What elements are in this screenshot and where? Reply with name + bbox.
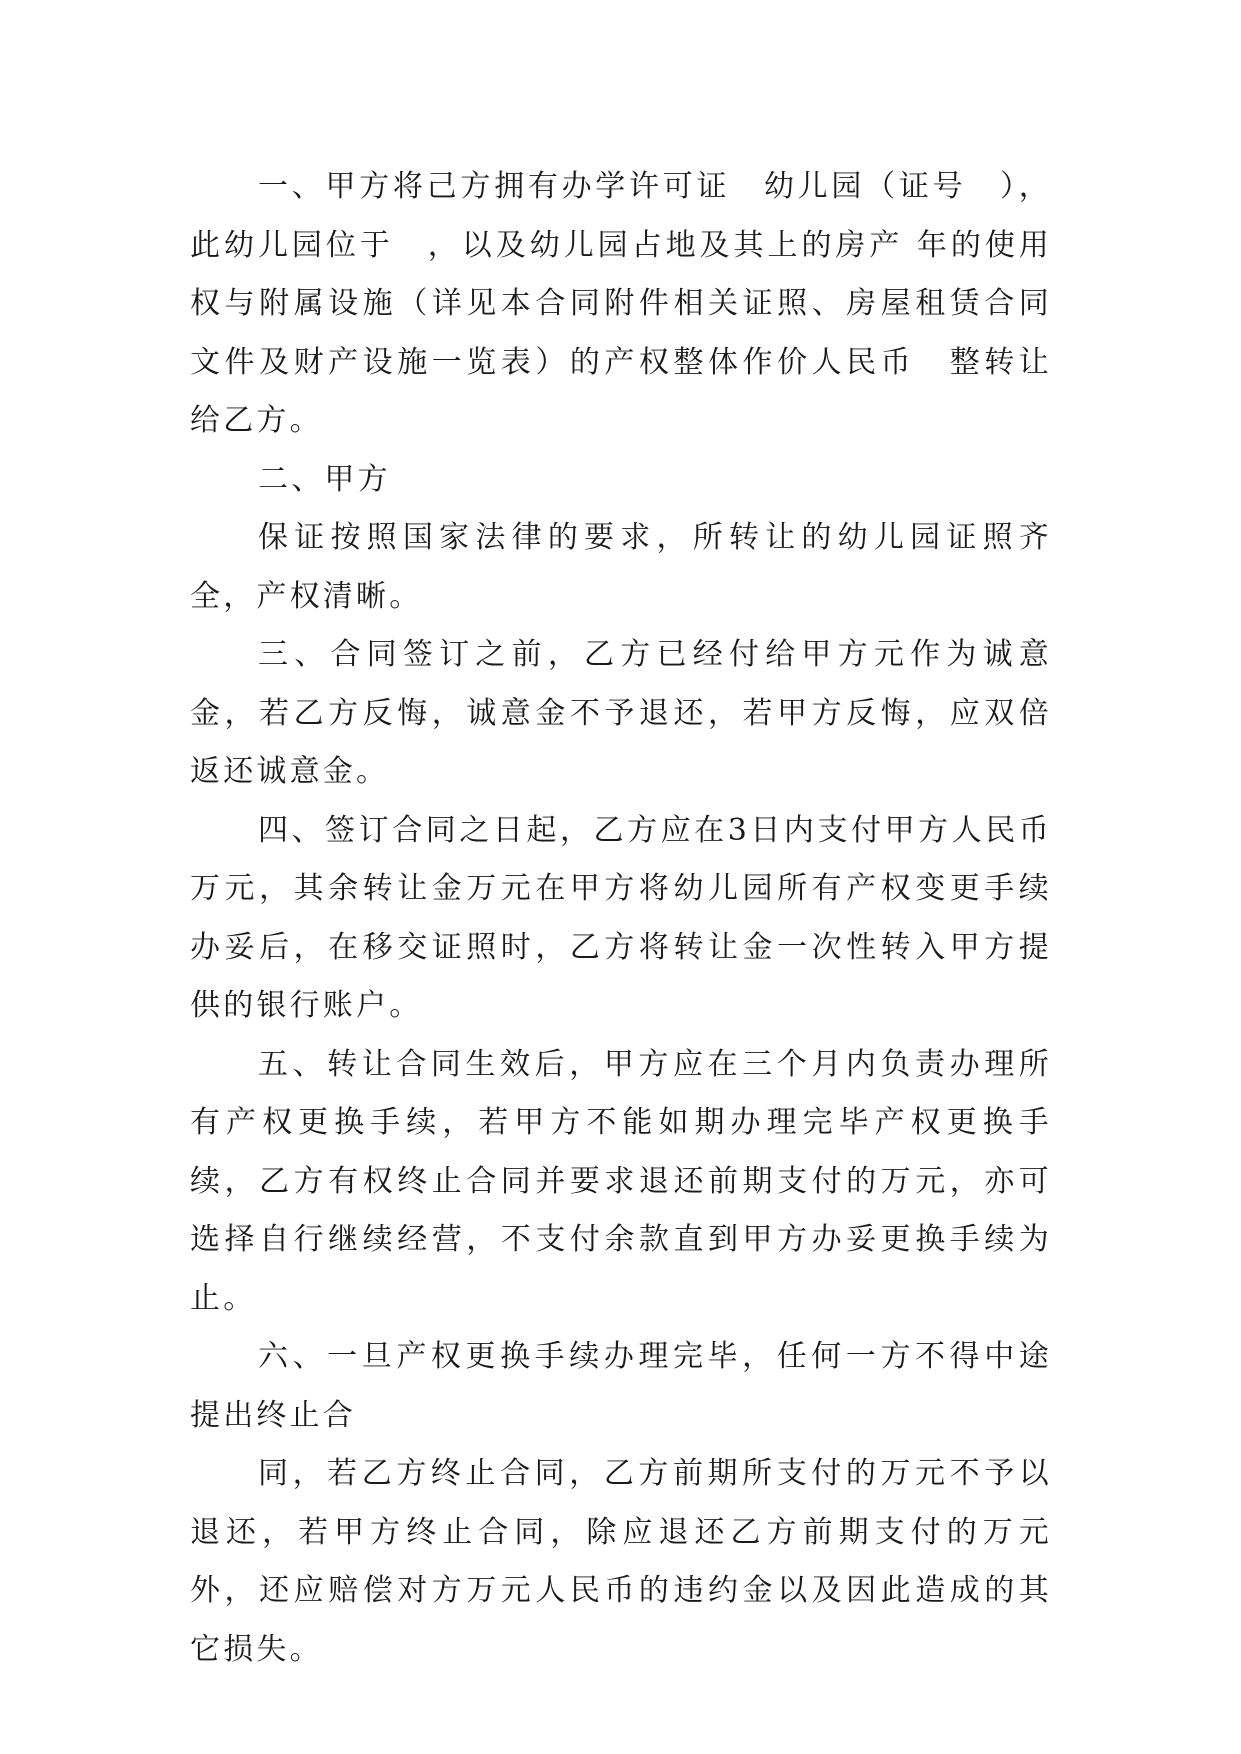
clause-1-paragraph: 一、甲方将己方拥有办学许可证 幼儿园（证号 ），此幼儿园位于 ，以及幼儿园占地及其上的房产 年的使用权与附属设施（详见本合同附件相关证照、房屋租赁合同文件及财产设施一览表）的产权整体作价人民币 整转让给乙方。	[190, 169, 1052, 438]
contract-body	[190, 158, 1052, 1679]
clause-6-continuation-paragraph: 同，若乙方终止合同，乙方前期所支付的万元不予以退还，若甲方终止合同，除应退还乙方前期支付的万元外，还应赔偿对方万元人民币的违约金以及因此造成的其它损失。	[190, 1456, 1052, 1667]
clause-6-paragraph: 六、一旦产权更换手续办理完毕，任何一方不得中途提出终止合	[190, 1339, 1052, 1433]
clause-2-paragraph: 保证按照国家法律的要求，所转让的幼儿园证照齐全，产权清晰。	[190, 520, 1052, 614]
clause-5-paragraph: 五、转让合同生效后，甲方应在三个月内负责办理所有产权更换手续，若甲方不能如期办理完毕产权更换手续，乙方有权终止合同并要求退还前期支付的万元，亦可选择自行继续经营，不支付余款直到甲方办妥更换手续为止。	[190, 1046, 1052, 1316]
clause-2-heading: 二、甲方	[258, 461, 391, 497]
clause-4-paragraph: 四、签订合同之日起，乙方应在3日内支付甲方人民币万元，其余转让金万元在甲方将幼儿园所有产权变更手续办妥后，在移交证照时，乙方将转让金一次性转入甲方提供的银行账户。	[190, 812, 1052, 1023]
clause-3-paragraph: 三、合同签订之前，乙方已经付给甲方元作为诚意金，若乙方反悔，诚意金不予退还，若甲方反悔，应双倍返还诚意金。	[190, 637, 1052, 789]
